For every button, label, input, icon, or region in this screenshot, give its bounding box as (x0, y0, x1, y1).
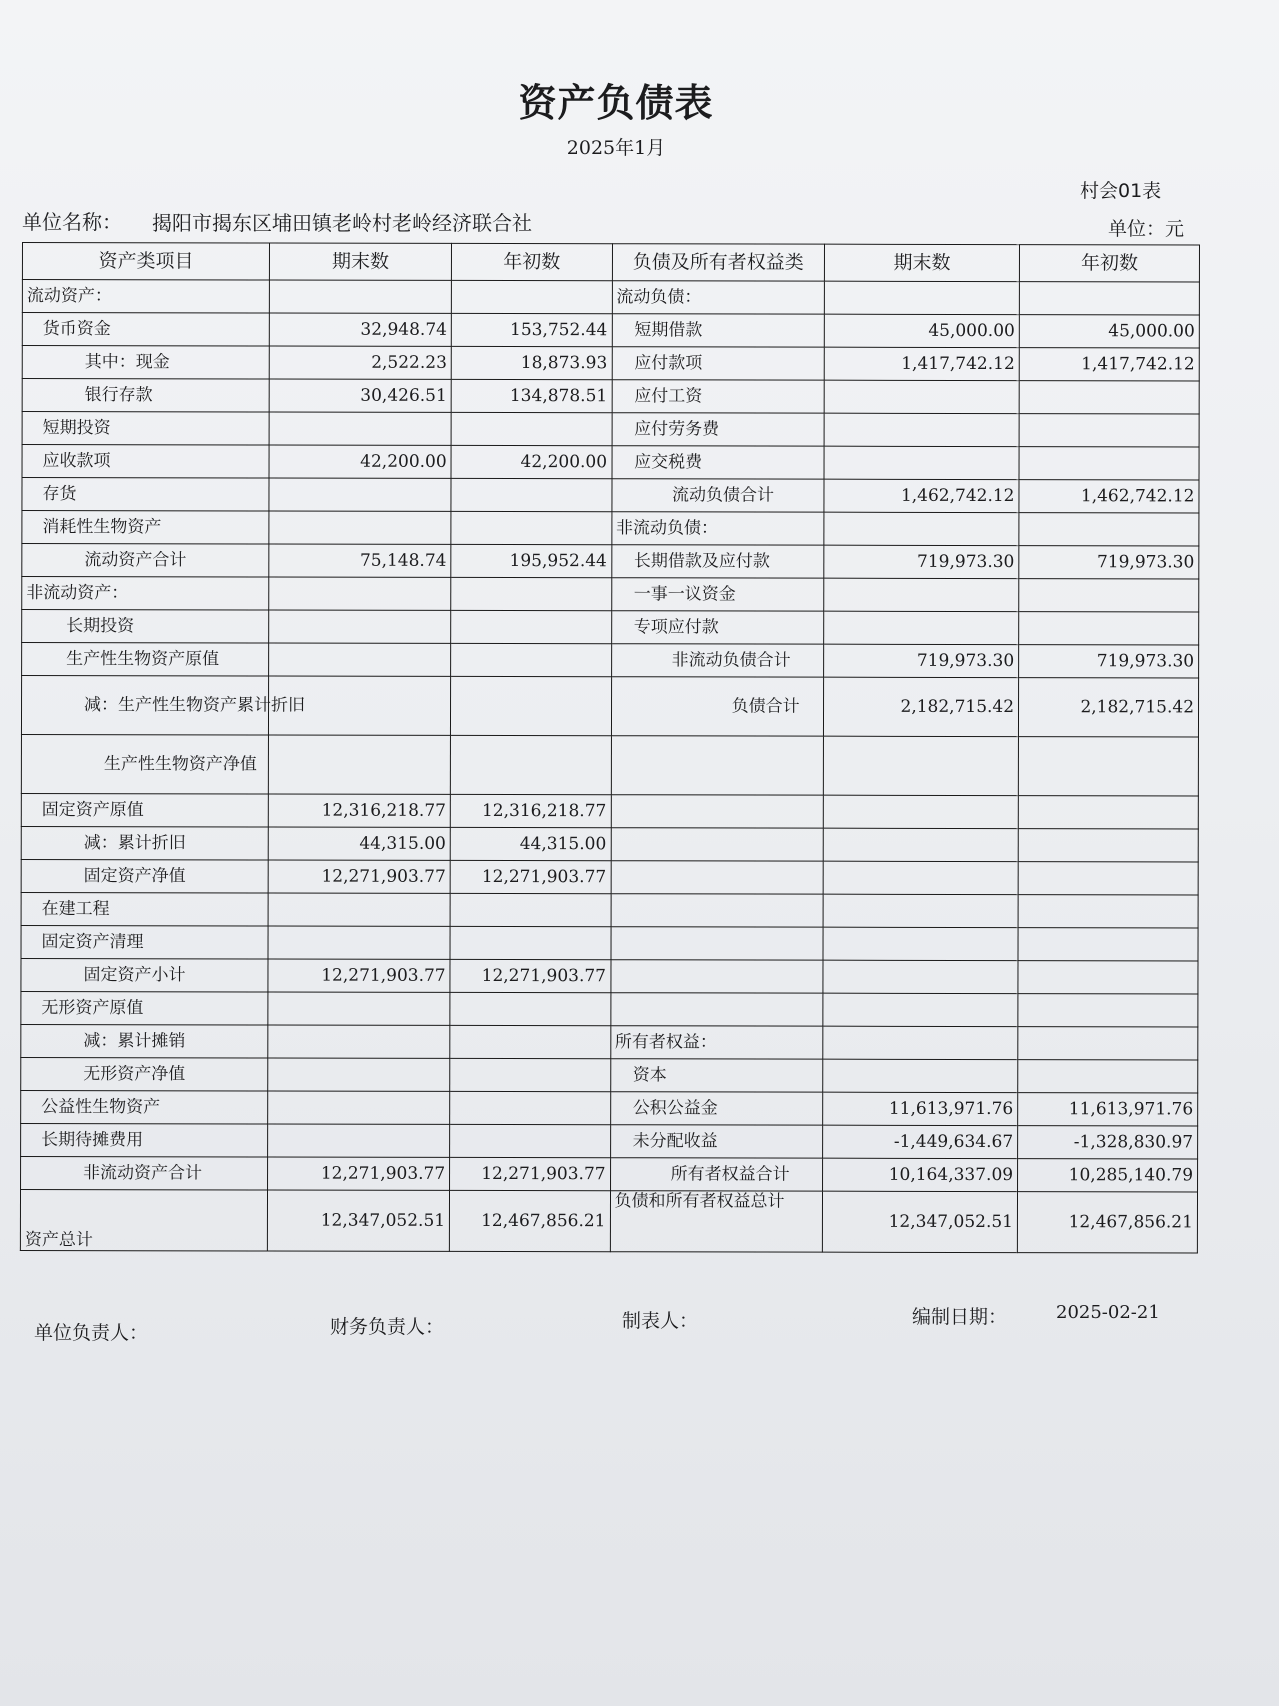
balance-sheet-table (20, 242, 1200, 1253)
liability-end-value (823, 795, 1018, 828)
table-row (21, 1123, 1198, 1158)
liability-item-label: 一事一议资金 (611, 578, 823, 611)
col-header-assets-end: 期末数 (270, 243, 452, 280)
liability-item-label: 应付劳务费 (612, 413, 824, 446)
asset-begin-value (451, 735, 612, 794)
table-row (22, 445, 1199, 480)
asset-item-label: 减：生产性生物资产累计折旧 (21, 676, 268, 736)
asset-end-value: 12,271,903.77 (268, 1157, 450, 1190)
liability-begin-value (1018, 1027, 1198, 1060)
liability-end-value (824, 380, 1019, 413)
liability-end-value (824, 281, 1019, 314)
liability-item-label: 流动负债合计 (611, 479, 823, 512)
form-code: 村会01表 (1080, 180, 1162, 202)
liability-item-label (611, 861, 823, 894)
table-row (22, 511, 1199, 546)
document-title: 资产负债表 (518, 81, 714, 125)
liability-item-label: 非流动负债合计 (611, 644, 823, 677)
liability-end-value (823, 861, 1018, 894)
prepared-date-label: 编制日期： (912, 1306, 1008, 1328)
liability-begin-value: 1,462,742.12 (1019, 480, 1199, 513)
liability-item-label: 流动负债： (612, 281, 824, 314)
asset-begin-value (450, 992, 610, 1025)
liability-begin-value (1018, 961, 1198, 994)
liability-begin-value: 1,417,742.12 (1019, 348, 1199, 381)
asset-end-value (269, 610, 451, 643)
liability-begin-value: 719,973.30 (1019, 645, 1199, 678)
report-period: 2025年1月 (566, 137, 666, 159)
asset-item-label: 长期待摊费用 (21, 1123, 268, 1157)
asset-item-label: 无形资产原值 (21, 991, 268, 1025)
liability-end-value (824, 611, 1019, 644)
liability-begin-value: 2,182,715.42 (1019, 678, 1199, 737)
asset-begin-value: 12,271,903.77 (450, 959, 610, 992)
liability-end-value: 719,973.30 (824, 644, 1019, 677)
asset-item-label: 货币资金 (22, 313, 269, 347)
liability-begin-value: 45,000.00 (1019, 315, 1199, 348)
table-row (22, 610, 1199, 645)
liability-end-value: 1,462,742.12 (824, 479, 1019, 512)
col-header-liab-begin: 年初数 (1019, 245, 1199, 282)
asset-item-label: 无形资产净值 (21, 1057, 268, 1091)
table-row (22, 280, 1199, 315)
liability-begin-value (1019, 513, 1199, 546)
asset-item-label: 在建工程 (21, 892, 268, 926)
asset-item-label: 固定资产小计 (21, 958, 268, 992)
asset-end-value: 12,271,903.77 (268, 860, 450, 893)
table-header-row (22, 243, 1199, 282)
liability-begin-value (1019, 612, 1199, 645)
asset-end-value (269, 280, 451, 313)
liability-begin-value: 11,613,971.76 (1018, 1093, 1198, 1126)
liability-item-label (611, 736, 824, 795)
table-row (21, 892, 1198, 927)
asset-begin-value: 195,952.44 (451, 544, 611, 577)
col-header-assets: 资产类项目 (22, 243, 269, 281)
liability-item-label: 应付款项 (612, 347, 824, 380)
liability-item-label: 负债和所有者权益总计 (610, 1191, 823, 1252)
asset-item-label: 固定资产原值 (21, 793, 268, 827)
liability-end-value: 2,182,715.42 (823, 677, 1018, 736)
table-row (21, 793, 1198, 828)
liability-end-value (823, 993, 1018, 1026)
asset-begin-value (450, 926, 610, 959)
liability-end-value (823, 828, 1018, 861)
asset-end-value (269, 511, 451, 544)
liability-item-label: 短期借款 (612, 314, 824, 347)
asset-item-label: 流动资产合计 (22, 544, 269, 578)
asset-item-label: 生产性生物资产净值 (21, 734, 268, 794)
liability-end-value (824, 512, 1019, 545)
asset-begin-value: 44,315.00 (450, 827, 610, 860)
asset-begin-value (451, 643, 611, 676)
table-row (22, 544, 1199, 579)
liability-end-value: 11,613,971.76 (823, 1092, 1018, 1125)
asset-end-value (269, 643, 451, 676)
liability-begin-value (1018, 829, 1198, 862)
liability-item-label (610, 993, 822, 1026)
liability-begin-value (1019, 282, 1199, 315)
table-row (21, 1024, 1198, 1059)
asset-begin-value (451, 676, 612, 735)
asset-begin-value: 153,752.44 (451, 313, 611, 346)
asset-begin-value (451, 610, 611, 643)
asset-end-value (268, 1091, 450, 1124)
asset-end-value: 32,948.74 (269, 313, 451, 346)
asset-end-value (269, 478, 451, 511)
asset-begin-value (452, 280, 612, 313)
liability-begin-value: -1,328,830.97 (1018, 1126, 1198, 1159)
liability-end-value (824, 578, 1019, 611)
liability-end-value: -1,449,634.67 (823, 1125, 1018, 1158)
liability-begin-value (1018, 1060, 1198, 1093)
col-header-assets-begin: 年初数 (452, 243, 612, 280)
table-row (21, 1156, 1198, 1191)
asset-end-value (268, 893, 450, 926)
table-row (21, 925, 1198, 960)
asset-item-label: 生产性生物资产原值 (22, 643, 269, 677)
asset-item-label: 应收款项 (22, 445, 269, 479)
asset-end-value (269, 577, 451, 610)
asset-item-label: 公益性生物资产 (21, 1090, 268, 1124)
asset-begin-value (451, 511, 611, 544)
asset-begin-value: 18,873.93 (451, 346, 611, 379)
asset-begin-value (451, 412, 611, 445)
table-row (21, 1090, 1198, 1125)
asset-end-value: 42,200.00 (269, 445, 451, 478)
asset-item-label: 减：累计折旧 (21, 826, 268, 860)
asset-end-value (268, 1058, 450, 1091)
liability-item-label: 所有者权益： (610, 1026, 822, 1059)
asset-end-value (268, 1124, 450, 1157)
asset-item-label: 其中：现金 (22, 346, 269, 380)
liability-end-value: 10,164,337.09 (822, 1158, 1017, 1191)
asset-begin-value: 12,271,903.77 (450, 860, 610, 893)
asset-end-value: 12,316,218.77 (268, 794, 450, 827)
liability-item-label: 所有者权益合计 (610, 1158, 822, 1191)
asset-begin-value: 12,467,856.21 (450, 1190, 611, 1251)
liability-begin-value (1019, 414, 1199, 447)
finance-head-signature-label: 财务负责人： (330, 1316, 445, 1338)
liability-item-label: 未分配收益 (610, 1125, 822, 1158)
asset-end-value: 12,347,052.51 (267, 1190, 449, 1251)
asset-end-value (268, 926, 450, 959)
liability-end-value: 719,973.30 (824, 545, 1019, 578)
liability-end-value (823, 1059, 1018, 1092)
asset-item-label: 减：累计摊销 (21, 1024, 268, 1058)
asset-begin-value: 12,316,218.77 (450, 794, 610, 827)
asset-begin-value (450, 1124, 610, 1157)
table-row (21, 826, 1198, 861)
liability-end-value (823, 736, 1018, 795)
asset-item-label: 长期投资 (22, 610, 269, 644)
asset-begin-value (450, 1091, 610, 1124)
table-row (21, 676, 1198, 737)
asset-item-label: 资产总计 (20, 1189, 267, 1251)
liability-end-value (823, 927, 1018, 960)
liability-begin-value (1019, 381, 1199, 414)
asset-end-value (269, 412, 451, 445)
liability-item-label (611, 927, 823, 960)
table-row (22, 346, 1199, 381)
liability-begin-value (1018, 895, 1198, 928)
liability-end-value (824, 413, 1019, 446)
asset-begin-value: 134,878.51 (451, 379, 611, 412)
table-row-grand-total (20, 1189, 1197, 1252)
asset-begin-value (450, 1058, 610, 1091)
table-row (21, 1057, 1198, 1092)
asset-end-value: 75,148.74 (269, 544, 451, 577)
asset-begin-value: 12,271,903.77 (450, 1157, 610, 1190)
table-row (22, 643, 1199, 678)
liability-item-label: 应付工资 (612, 380, 824, 413)
asset-end-value: 2,522.23 (269, 346, 451, 379)
asset-end-value (268, 992, 450, 1025)
prepared-date-value: 2025-02-21 (1056, 1302, 1160, 1323)
liability-begin-value: 10,285,140.79 (1018, 1159, 1198, 1192)
asset-begin-value (450, 1025, 610, 1058)
asset-begin-value: 42,200.00 (451, 445, 611, 478)
liability-item-label: 资本 (610, 1059, 822, 1092)
asset-begin-value (451, 577, 611, 610)
liability-item-label: 长期借款及应付款 (611, 545, 823, 578)
col-header-liab-end: 期末数 (824, 244, 1019, 281)
liability-item-label: 专项应付款 (611, 611, 823, 644)
table-row (22, 478, 1199, 513)
col-header-liabilities: 负债及所有者权益类 (612, 244, 824, 281)
liability-item-label: 应交税费 (612, 446, 824, 479)
table-row (21, 734, 1198, 795)
liability-begin-value (1019, 579, 1199, 612)
asset-item-label: 固定资产净值 (21, 859, 268, 893)
liability-begin-value (1018, 737, 1198, 796)
asset-item-label: 固定资产清理 (21, 925, 268, 959)
asset-item-label: 存货 (22, 478, 269, 512)
asset-end-value (268, 735, 450, 794)
asset-item-label: 非流动资产合计 (21, 1156, 268, 1190)
liability-begin-value (1018, 994, 1198, 1027)
liability-item-label: 非流动负债： (611, 512, 823, 545)
table-row (21, 958, 1198, 993)
liability-item-label (611, 795, 823, 828)
liability-begin-value (1019, 447, 1199, 480)
liability-item-label (610, 960, 822, 993)
asset-item-label: 非流动资产： (22, 577, 269, 611)
unit-name-label: 单位名称： (22, 210, 122, 234)
table-row (22, 379, 1199, 414)
liability-end-value (823, 960, 1018, 993)
liability-end-value (824, 446, 1019, 479)
unit-name-value: 揭阳市揭东区埔田镇老岭村老岭经济联合社 (152, 211, 532, 235)
asset-item-label: 流动资产： (22, 280, 269, 314)
asset-end-value: 30,426.51 (269, 379, 451, 412)
asset-item-label: 银行存款 (22, 379, 269, 413)
liability-end-value (823, 1026, 1018, 1059)
liability-item-label: 公积公益金 (610, 1092, 822, 1125)
liability-begin-value: 12,467,856.21 (1017, 1192, 1197, 1253)
asset-begin-value (450, 893, 610, 926)
liability-end-value: 45,000.00 (824, 314, 1019, 347)
liability-begin-value (1018, 928, 1198, 961)
asset-end-value: 44,315.00 (268, 827, 450, 860)
liability-begin-value (1018, 862, 1198, 895)
asset-begin-value (451, 478, 611, 511)
liability-begin-value: 719,973.30 (1019, 546, 1199, 579)
liability-item-label: 负债合计 (611, 677, 824, 736)
liability-end-value (823, 894, 1018, 927)
preparer-signature-label: 制表人： (622, 1310, 699, 1332)
table-row (22, 577, 1199, 612)
liability-end-value: 1,417,742.12 (824, 347, 1019, 380)
asset-item-label: 短期投资 (22, 412, 269, 446)
unit-head-signature-label: 单位负责人： (34, 1322, 149, 1344)
table-row (22, 313, 1199, 348)
table-row (22, 412, 1199, 447)
liability-end-value: 12,347,052.51 (822, 1191, 1017, 1252)
liability-begin-value (1018, 796, 1198, 829)
currency-unit: 单位：元 (1108, 218, 1185, 240)
table-row (21, 991, 1198, 1026)
liability-item-label (611, 828, 823, 861)
table-row (21, 859, 1198, 894)
asset-item-label: 消耗性生物资产 (22, 511, 269, 545)
asset-end-value: 12,271,903.77 (268, 959, 450, 992)
asset-end-value (268, 1025, 450, 1058)
liability-item-label (611, 894, 823, 927)
